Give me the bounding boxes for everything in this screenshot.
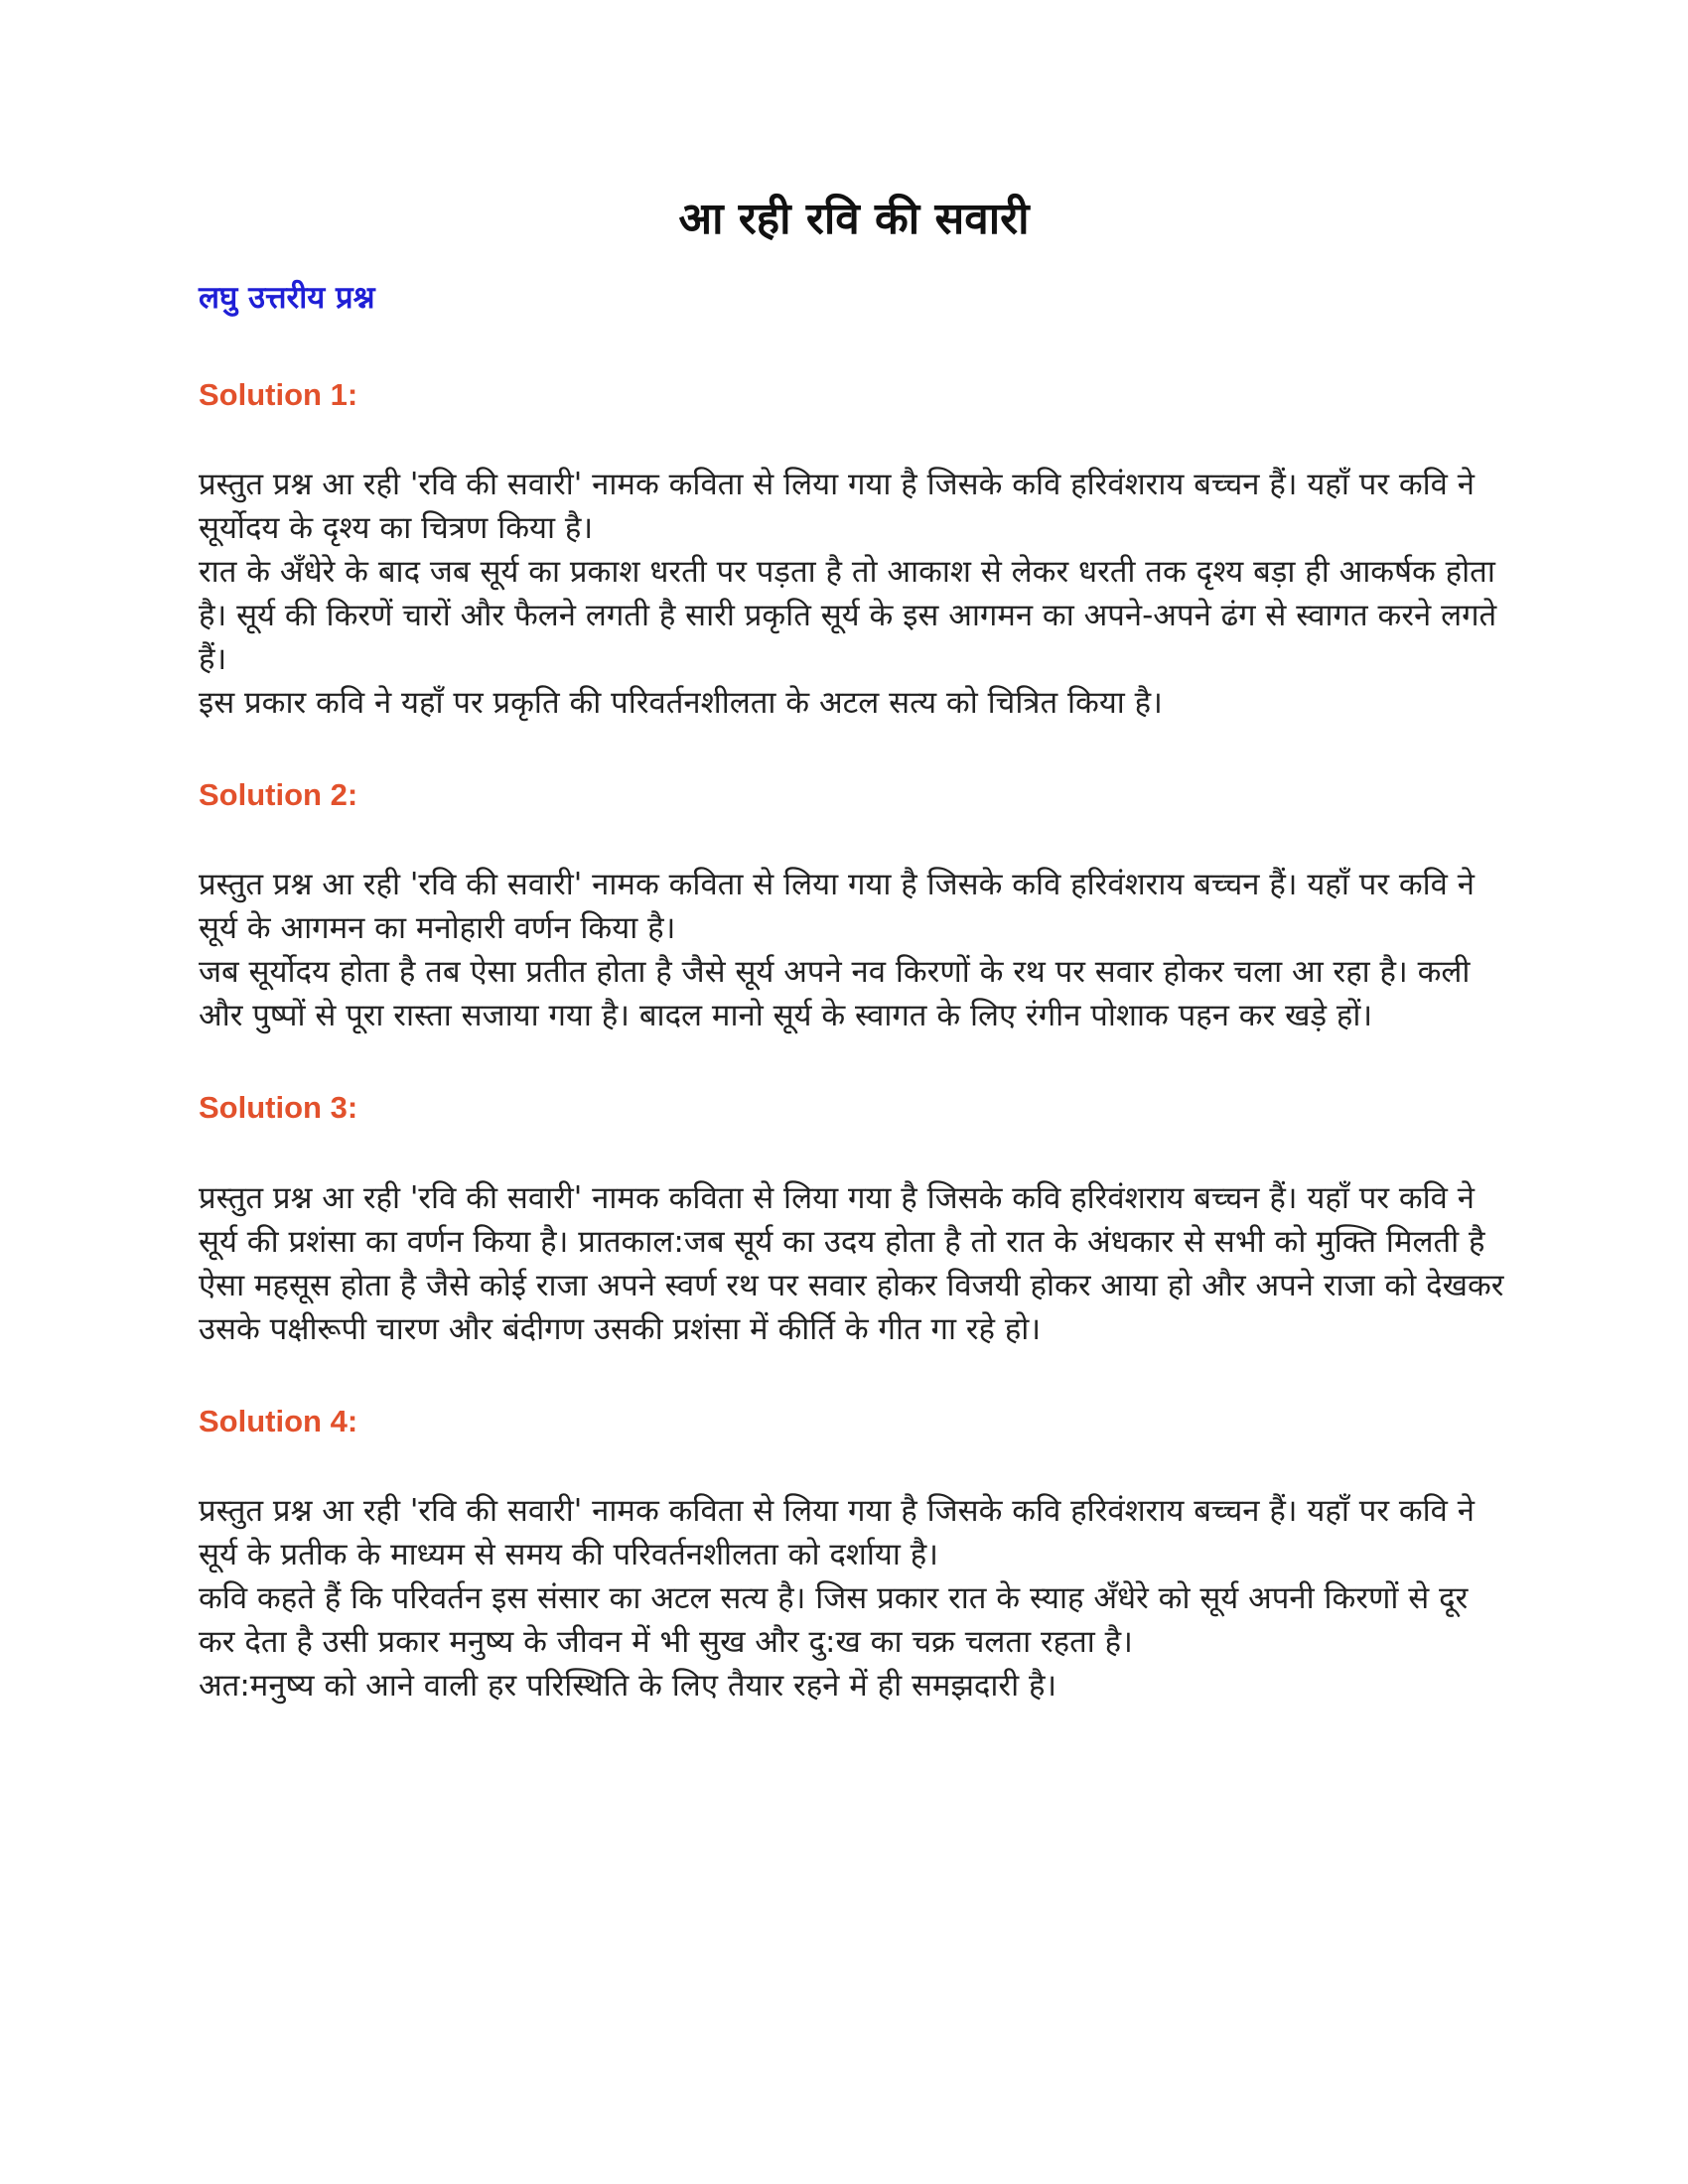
solution-heading: Solution 1: [199,376,358,412]
solution-paragraph: प्रस्तुत प्रश्न आ रही 'रवि की सवारी' नामक कविता से लिया गया है जिसके कवि हरिवंशराय बच्चन हैं। यहाँ पर कवि ने सूर्योदय के दृश्य का चित्रण किया है। [199,467,1475,547]
solution-heading: Solution 2: [199,777,358,813]
solution-paragraph: प्रस्तुत प्रश्न आ रही 'रवि की सवारी' नामक कविता से लिया गया है जिसके कवि हरिवंशराय बच्चन हैं। यहाँ पर कवि ने सूर्य की प्रशंसा का वर्णन किया है। प्रातकाल:जब सूर्य का उदय होता है तो रात के अंधकार से सभी को मुक्ति मिलती है ऐसा महसूस होता है जैसे कोई राजा अपने स्वर्ण रथ पर सवार होकर विजयी होकर आया हो और अपने राजा को देखकर उसके पक्षीरूपी चारण और बंदीगण उसकी प्रशंसा में कीर्ति के गीत गा रहे हो। [199,1179,1504,1347]
solution-block-4 [199,1403,1509,1707]
solution-paragraph: जब सूर्योदय होता है तब ऐसा प्रतीत होता है जैसे सूर्य अपने नव किरणों के रथ पर सवार होकर चला आ रहा है। कली और पुष्पों से पूरा रास्ता सजाया गया है। बादल मानो सूर्य के स्वागत के लिए रंगीन पोशाक पहन कर खड़े हों। [199,954,1471,1034]
solution-paragraph: इस प्रकार कवि ने यहाँ पर प्रकृति की परिवर्तनशीलता के अटल सत्य को चित्रित किया है। [199,685,1163,722]
solution-paragraph: प्रस्तुत प्रश्न आ रही 'रवि की सवारी' नामक कविता से लिया गया है जिसके कवि हरिवंशराय बच्चन हैं। यहाँ पर कवि ने सूर्य के आगमन का मनोहारी वर्णन किया है। [199,867,1475,947]
section-subtitle: लघु उत्तरीय प्रश्न [199,279,375,316]
solution-paragraph: अत:मनुष्य को आने वाली हर परिस्थिति के लिए तैयार रहने में ही समझदारी है। [199,1667,1057,1704]
solution-block-2 [199,776,1509,1037]
solution-block-3 [199,1089,1509,1350]
solution-paragraph: रात के अँधेरे के बाद जब सूर्य का प्रकाश धरती पर पड़ता है तो आकाश से लेकर धरती तक दृश्य बड़ा ही आकर्षक होता है। सूर्य की किरणें चारों और फैलने लगती है सारी प्रकृति सूर्य के इस आगमन का अपने-अपने ढंग से स्वागत करने लगते हैं। [199,554,1497,678]
solution-block-1 [199,376,1509,725]
solution-paragraph: कवि कहते हैं कि परिवर्तन इस संसार का अटल सत्य है। जिस प्रकार रात के स्याह अँधेरे को सूर्य अपनी किरणों से दूर कर देता है उसी प्रकार मनुष्य के जीवन में भी सुख और दु:ख का चक्र चलता रहता है। [199,1579,1469,1660]
solution-paragraph: प्रस्तुत प्रश्न आ रही 'रवि की सवारी' नामक कविता से लिया गया है जिसके कवि हरिवंशराय बच्चन हैं। यहाँ पर कवि ने सूर्य के प्रतीक के माध्यम से समय की परिवर्तनशीलता को दर्शाया है। [199,1492,1475,1572]
solution-heading: Solution 4: [199,1403,358,1438]
page-title: आ रही रवि की सवारी [678,194,1030,244]
document-page [199,194,1509,1759]
solution-heading: Solution 3: [199,1090,358,1126]
